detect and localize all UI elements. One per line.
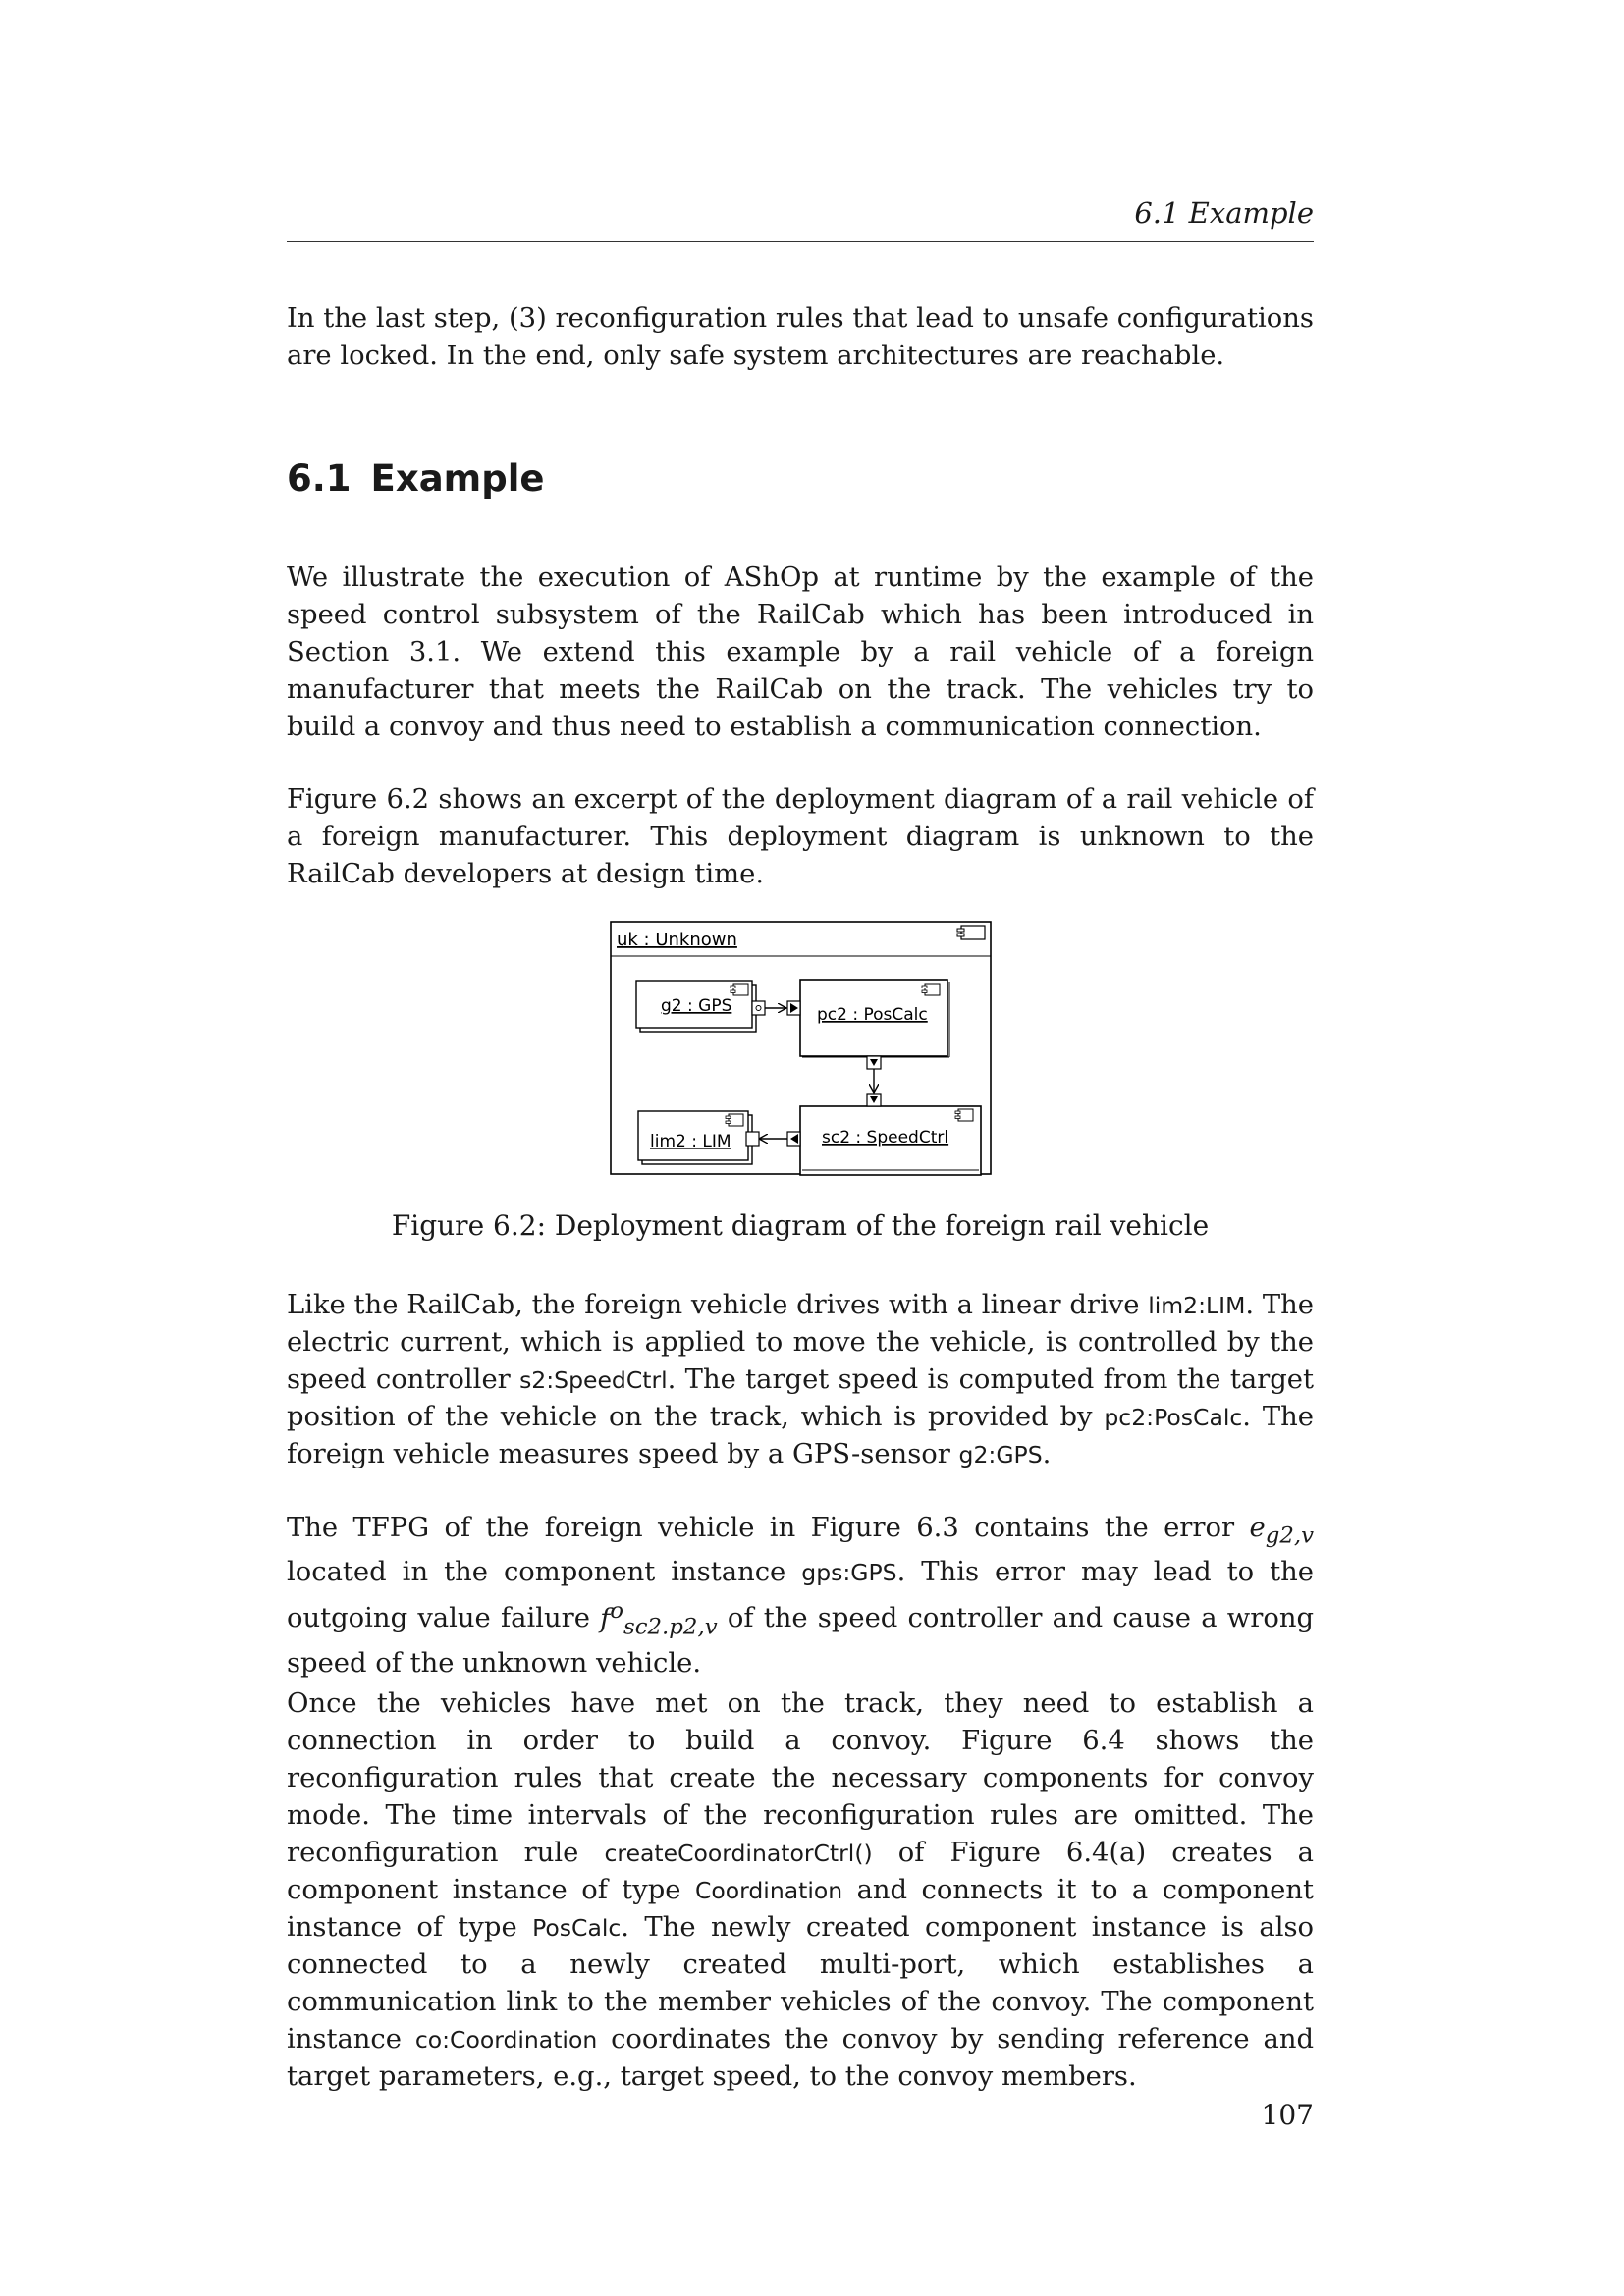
failure-symbol [600, 1597, 718, 1640]
header-rule [287, 241, 1314, 242]
paragraph-example-intro: We illustrate the execution of AShOp at runtime by the example of the speed control subsystem of the RailCab which has been introduced in Section 3.1. We extend this example by a rail vehicle of a foreign manufacturer that meets the RailCab on the track. The vehicles try to build a convoy and thus need to establish a communication connection. [287, 562, 1314, 742]
gps-component-ref: gps:GPS [801, 1559, 897, 1587]
p3-text-5: . [1042, 1439, 1052, 1469]
failure-symbol-base: f [600, 1603, 611, 1634]
gps-component-icon [731, 984, 748, 995]
p3-text-1: Like the RailCab, the foreign vehicle drives with a linear drive [287, 1290, 1149, 1320]
speedctrl-component [787, 1094, 981, 1175]
poscalc-type-ref: PosCalc [532, 1914, 622, 1942]
p3-text-3: . The target speed is computed from the target position of the vehicle on the track, which is provided by [287, 1364, 1315, 1432]
paragraph-convoy [287, 1685, 1314, 2096]
speedctrl-instance-ref: s2:SpeedCtrl [519, 1366, 668, 1394]
coordination-instance-ref: co:Coordination [414, 2026, 598, 2054]
lim-component-icon [726, 1114, 743, 1126]
p4-text-3: . This error may lead to the outgoing value failure [287, 1557, 1314, 1634]
p5-text-1: Once the vehicles have met on the track, they need to establish a connection in order to build a convoy. Figure 6.4 shows the reconfiguration rules that create the necessary components for convoy mode. The time intervals of the reconfiguration rules are omitted. The reconfiguration rule [287, 1688, 1314, 1868]
paragraph-tfpg [287, 1510, 1314, 1682]
poscalc-label: pc2 : PosCalc [817, 1005, 928, 1025]
p5-text-5: coordinates the convoy by sending reference and target parameters, e.g., target speed, to the convoy members. [287, 2024, 1314, 2092]
paragraph-vehicle-components [287, 1287, 1314, 1473]
lim-instance-ref: lim2:LIM [1148, 1292, 1246, 1319]
p4-text-1: The TFPG of the foreign vehicle in Figure 6.3 contains the error [287, 1513, 1250, 1543]
p5-text-4: . The newly created component instance is also connected to a newly created multi-port, which establishes a communication link to the member vehicles of the convoy. The component instance [287, 1912, 1315, 2055]
p4-text-4: of the speed controller and cause a wrong speed of the unknown vehicle. [287, 1603, 1314, 1680]
poscalc-component-icon [922, 984, 940, 995]
speedctrl-component-icon [955, 1109, 973, 1121]
lim-label: lim2 : LIM [650, 1132, 731, 1151]
error-symbol-subscript: g2,v [1265, 1522, 1314, 1549]
speedctrl-label: sc2 : SpeedCtrl [822, 1128, 949, 1148]
lim-component [638, 1111, 759, 1164]
p5-text-2: of Figure 6.4(a) creates a component instance of type [287, 1838, 1314, 1905]
gps-instance-ref: g2:GPS [958, 1441, 1043, 1468]
frame-label: uk : Unknown [617, 930, 737, 950]
p3-text-4: . The foreign vehicle measures speed by a GPS-sensor [287, 1402, 1314, 1469]
error-symbol-base: e [1249, 1513, 1266, 1543]
section-title: Example [370, 457, 545, 500]
gps-out-port [752, 1001, 765, 1015]
p3-text-2: . The electric current, which is applied to move the vehicle, is controlled by the speed controller [287, 1290, 1314, 1395]
frame-component-icon [957, 926, 985, 939]
paragraph-figure-reference: Figure 6.2 shows an excerpt of the deployment diagram of a rail vehicle of a foreign manufacturer. This deployment diagram is unknown to the RailCab developers at design time. [287, 784, 1314, 889]
running-header: 6.1 Example [1134, 196, 1314, 230]
rule-create-coordinator-ref: createCoordinatorCtrl() [604, 1840, 873, 1867]
poscalc-component [787, 980, 949, 1069]
figure-caption: Figure 6.2: Deployment diagram of the foreign rail vehicle [391, 1209, 1210, 1242]
p4-text-2: located in the component instance [287, 1557, 802, 1588]
gps-component [636, 981, 765, 1032]
gps-label: g2 : GPS [661, 996, 732, 1016]
lim-in-port [746, 1132, 759, 1146]
intro-paragraph: In the last step, (3) reconfiguration rules that lead to unsafe configurations are locked. In the end, only safe system architectures are reachable. [287, 303, 1314, 371]
failure-symbol-superscript: o [610, 1597, 624, 1624]
page-number: 107 [1261, 2099, 1314, 2131]
p5-text-3: and connects it to a component instance of type [287, 1875, 1314, 1943]
coordination-type-ref: Coordination [694, 1877, 843, 1904]
section-heading [287, 457, 544, 500]
deployment-diagram-svg [610, 921, 993, 1176]
error-symbol [1249, 1513, 1314, 1549]
section-number: 6.1 [287, 457, 352, 500]
deployment-diagram [610, 921, 993, 1176]
poscalc-instance-ref: pc2:PosCalc [1104, 1404, 1243, 1431]
failure-symbol-subscript: sc2.p2,v [623, 1614, 718, 1640]
